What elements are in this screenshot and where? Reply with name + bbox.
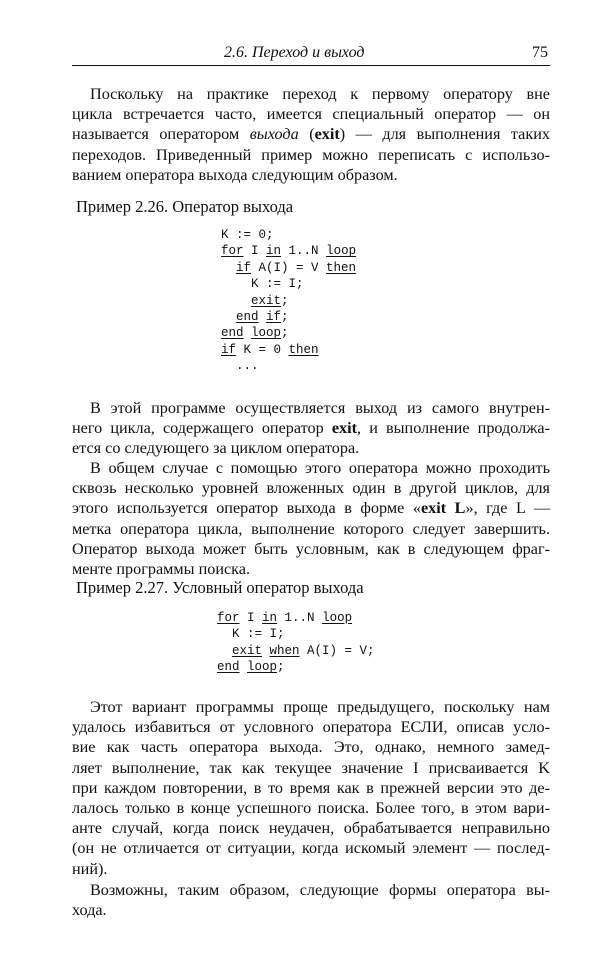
text-span: ( — [298, 125, 315, 144]
code-line — [217, 643, 375, 659]
code-block-2-27 — [217, 610, 375, 676]
code-span: A(I) = V; — [299, 643, 375, 658]
term-exit-ru: выхода — [249, 125, 299, 144]
keyword: loop — [251, 326, 282, 341]
text-line: Оператор выхода может быть условным, как в следующем фраг- — [72, 539, 550, 558]
text-line: ляет выполнение, так как текущее значение I присваивается K — [72, 758, 550, 777]
text-line: хода. — [72, 901, 107, 920]
text-line: цикла встречается часто, имеется специальный оператор — он — [72, 105, 550, 124]
keyword: if — [221, 342, 237, 357]
code-line — [221, 243, 356, 259]
keyword: exit — [251, 293, 282, 308]
text-line — [72, 498, 550, 518]
text-line: при каждом повторении, в то время как в прежней версии это де- — [72, 778, 550, 797]
text-line: ется со следующего за циклом оператора. — [72, 439, 360, 458]
text-line: В этой программе осуществляется выход из самого внутрен- — [90, 399, 550, 417]
code-line — [221, 260, 356, 276]
paragraph-1 — [72, 84, 550, 185]
code-span — [240, 660, 248, 674]
keyword: end — [217, 660, 240, 675]
code-block-2-26 — [221, 227, 356, 375]
code-span: I — [243, 244, 267, 259]
keyword: then — [288, 342, 319, 357]
code-span: I — [239, 611, 263, 625]
code-line — [221, 309, 356, 325]
keyword: in — [266, 244, 282, 259]
running-header — [72, 44, 550, 66]
text-span: этого используется оператор выхода в форме « — [72, 499, 421, 518]
keyword: loop — [322, 611, 353, 625]
keyword: when — [269, 643, 300, 658]
keyword: if — [266, 310, 282, 325]
code-span: ; — [277, 660, 285, 675]
example-title-2-27: Пример 2.27. Условный оператор выхода — [76, 578, 364, 597]
text-span: », где L — — [465, 499, 551, 518]
text-span: называется оператором — [72, 125, 250, 144]
code-span: K = 0 — [236, 342, 289, 357]
text-line: удалось избавиться от условного оператора ЕСЛИ, описав усло- — [72, 718, 550, 737]
text-line: вие как часть оператора выхода. Это, однако, немного замед- — [72, 738, 550, 757]
keyword: for — [217, 611, 240, 625]
section-title: 2.6. Переход и выход — [224, 44, 365, 61]
code-line: ... — [236, 359, 259, 374]
code-line — [217, 610, 375, 626]
keyword-exit: exit — [314, 125, 340, 144]
text-line: ванием оператора выхода следующим образом. — [72, 165, 398, 184]
header-rule — [72, 65, 550, 66]
paragraph-5 — [72, 880, 550, 920]
code-span: 1..N — [281, 244, 327, 259]
text-span: ) — для выполнения таких — [339, 125, 550, 144]
example-title-2-26: Пример 2.26. Оператор выхода — [76, 197, 294, 216]
text-span: , и выполнение продолжа- — [357, 419, 551, 438]
code-line — [221, 342, 356, 358]
text-line: менте программы поиска. — [72, 560, 251, 579]
code-span — [244, 326, 252, 340]
code-line — [221, 325, 356, 341]
code-span — [262, 644, 270, 658]
keyword-exit-label: exit L — [420, 499, 466, 518]
keyword: loop — [247, 660, 278, 675]
code-span: ; — [281, 310, 289, 325]
paragraph-2 — [72, 398, 550, 459]
keyword: exit — [232, 643, 263, 658]
text-line: (он не отличается от ситуации, когда искомый элемент — послед- — [72, 839, 550, 858]
code-span — [259, 310, 267, 324]
keyword: end — [236, 310, 259, 325]
text-line: В общем случае с помощью этого оператора можно проходить — [90, 459, 550, 477]
text-line: Поскольку на практике переход к первому оператору вне — [90, 85, 550, 103]
text-line: Возможны, таким образом, следующие формы оператора вы- — [90, 881, 550, 899]
text-span: него цикла, содержащего оператор — [72, 419, 332, 438]
text-line: анте случай, когда поиск неудачен, обрабатывается неправильно — [72, 819, 550, 838]
paragraph-4 — [72, 697, 550, 879]
code-span: A(I) = V — [251, 260, 327, 275]
paragraph-3 — [72, 458, 550, 579]
code-line: K := I; — [251, 277, 304, 292]
text-line: метка оператора цикла, выполнение которого следует завершить. — [72, 519, 550, 538]
page-number: 75 — [532, 44, 548, 61]
text-line: Этот вариант программы проще предыдущего, поскольку нам — [90, 698, 550, 716]
text-line: ний). — [72, 859, 108, 878]
code-line: K := I; — [232, 627, 285, 642]
code-span: 1..N — [277, 611, 323, 625]
code-span: ; — [281, 326, 289, 341]
code-line — [217, 659, 375, 675]
keyword: in — [262, 611, 278, 625]
keyword: for — [221, 244, 244, 259]
keyword: if — [236, 260, 252, 275]
keyword-exit: exit — [331, 419, 357, 438]
text-line: сквозь несколько уровней вложенных один в другой циклов, для — [72, 479, 550, 498]
keyword: then — [326, 260, 357, 275]
code-line — [221, 293, 356, 309]
code-line: K := 0; — [221, 228, 274, 242]
text-line — [72, 124, 550, 144]
keyword: loop — [326, 244, 357, 259]
code-span: ; — [281, 293, 289, 308]
text-line: лалось только в конце успешного поиска. Более того, в этом вари- — [72, 799, 550, 818]
keyword: end — [221, 326, 244, 341]
text-line — [72, 418, 550, 438]
text-line: переходов. Приведенный пример можно переписать с использо- — [72, 145, 550, 164]
